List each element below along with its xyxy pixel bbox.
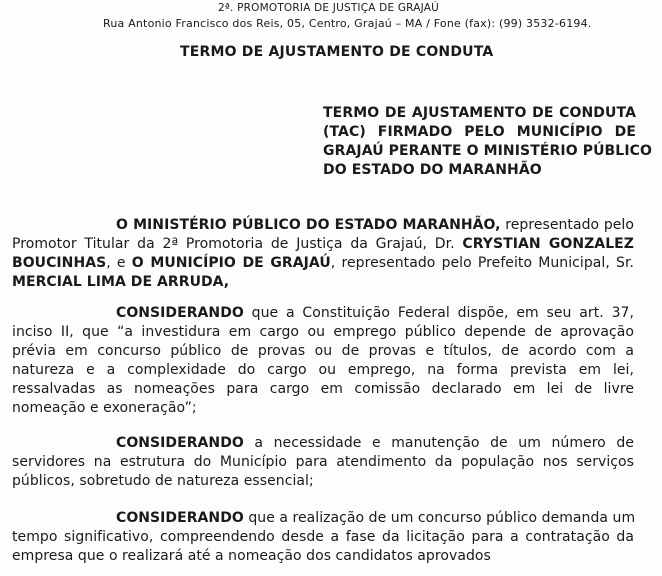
person-name: CRYSTIAN GONZALEZ [462, 236, 634, 252]
paragraph-text: representado pelo [500, 217, 634, 233]
paragraph-text: que a realização de um concurso público demanda um [243, 510, 636, 526]
paragraph-line [12, 216, 634, 235]
paragraph-line [12, 509, 634, 528]
document-title: TERMO DE AJUSTAMENTO DE CONDUTA [180, 44, 494, 60]
paragraph-text: , representado pelo Prefeito Municipal, Sr. [330, 255, 634, 271]
paragraph-text: a necessidade e manutenção de um número de [243, 435, 634, 451]
intro-paragraph [12, 216, 634, 292]
paragraph-line [12, 273, 634, 292]
summary-line: GRAJAÚ PERANTE O MINISTÉRIO PÚBLICO [323, 143, 653, 159]
paragraph-line: tempo significativo, compreendendo desde a fase da licitação para a contratação da [12, 529, 634, 545]
person-name: MERCIAL LIMA DE ARRUDA, [12, 274, 230, 290]
considerando-keyword: CONSIDERANDO [116, 305, 244, 321]
paragraph-line [12, 235, 634, 254]
paragraph-line: natureza e a complexidade do cargo ou emprego, na forma prevista em lei, [12, 362, 634, 378]
considerando-keyword: CONSIDERANDO [116, 510, 244, 526]
paragraph-line: nomeação e exoneração”; [12, 400, 197, 416]
paragraph-text: , e [106, 255, 132, 271]
paragraph-line: ressalvadas as nomeações para cargo em comissão declarado em lei de livre [12, 381, 634, 397]
summary-line: (TAC) FIRMADO PELO MUNICÍPIO DE [323, 124, 636, 140]
paragraph-line [12, 434, 634, 453]
party-name: O MINISTÉRIO PÚBLICO DO ESTADO MARANHÃO, [116, 217, 501, 233]
considerando-paragraph-3 [12, 509, 634, 566]
considerando-keyword: CONSIDERANDO [116, 435, 244, 451]
paragraph-text: que a Constituição Federal dispõe, em seu art. 37, [243, 305, 634, 321]
paragraph-line: inciso II, que “a investidura em cargo ou emprego público depende de aprovação [12, 324, 634, 340]
summary-block [323, 104, 653, 180]
considerando-paragraph-2 [12, 434, 634, 491]
summary-line: DO ESTADO DO MARANHÃO [323, 162, 542, 178]
party-name: O MUNICÍPIO DE GRAJAÚ [131, 255, 331, 271]
header-office: 2ª. PROMOTORIA DE JUSTIÇA DE GRAJAÚ [218, 2, 440, 14]
considerando-paragraph-1 [12, 304, 634, 418]
paragraph-line: empresa que o realizará até a nomeação dos candidatos aprovados [12, 548, 491, 564]
paragraph-line [12, 304, 634, 323]
summary-line: TERMO DE AJUSTAMENTO DE CONDUTA [323, 105, 636, 121]
person-name: BOUCINHAS [12, 255, 107, 271]
paragraph-line: servidores na estrutura do Município para atendimento da população nos serviços [12, 454, 634, 470]
paragraph-text: Promotor Titular da 2ª Promotoria de Justiça da Grajaú, Dr. [12, 236, 463, 252]
header-address: Rua Antonio Francisco dos Reis, 05, Centro, Grajaú – MA / Fone (fax): (99) 3532-6194. [103, 17, 592, 30]
paragraph-line [12, 254, 634, 273]
paragraph-line: públicos, sobretudo de natureza essencial; [12, 473, 314, 489]
paragraph-line: prévia em concurso público de provas ou de provas e títulos, de acordo com a [12, 343, 634, 359]
